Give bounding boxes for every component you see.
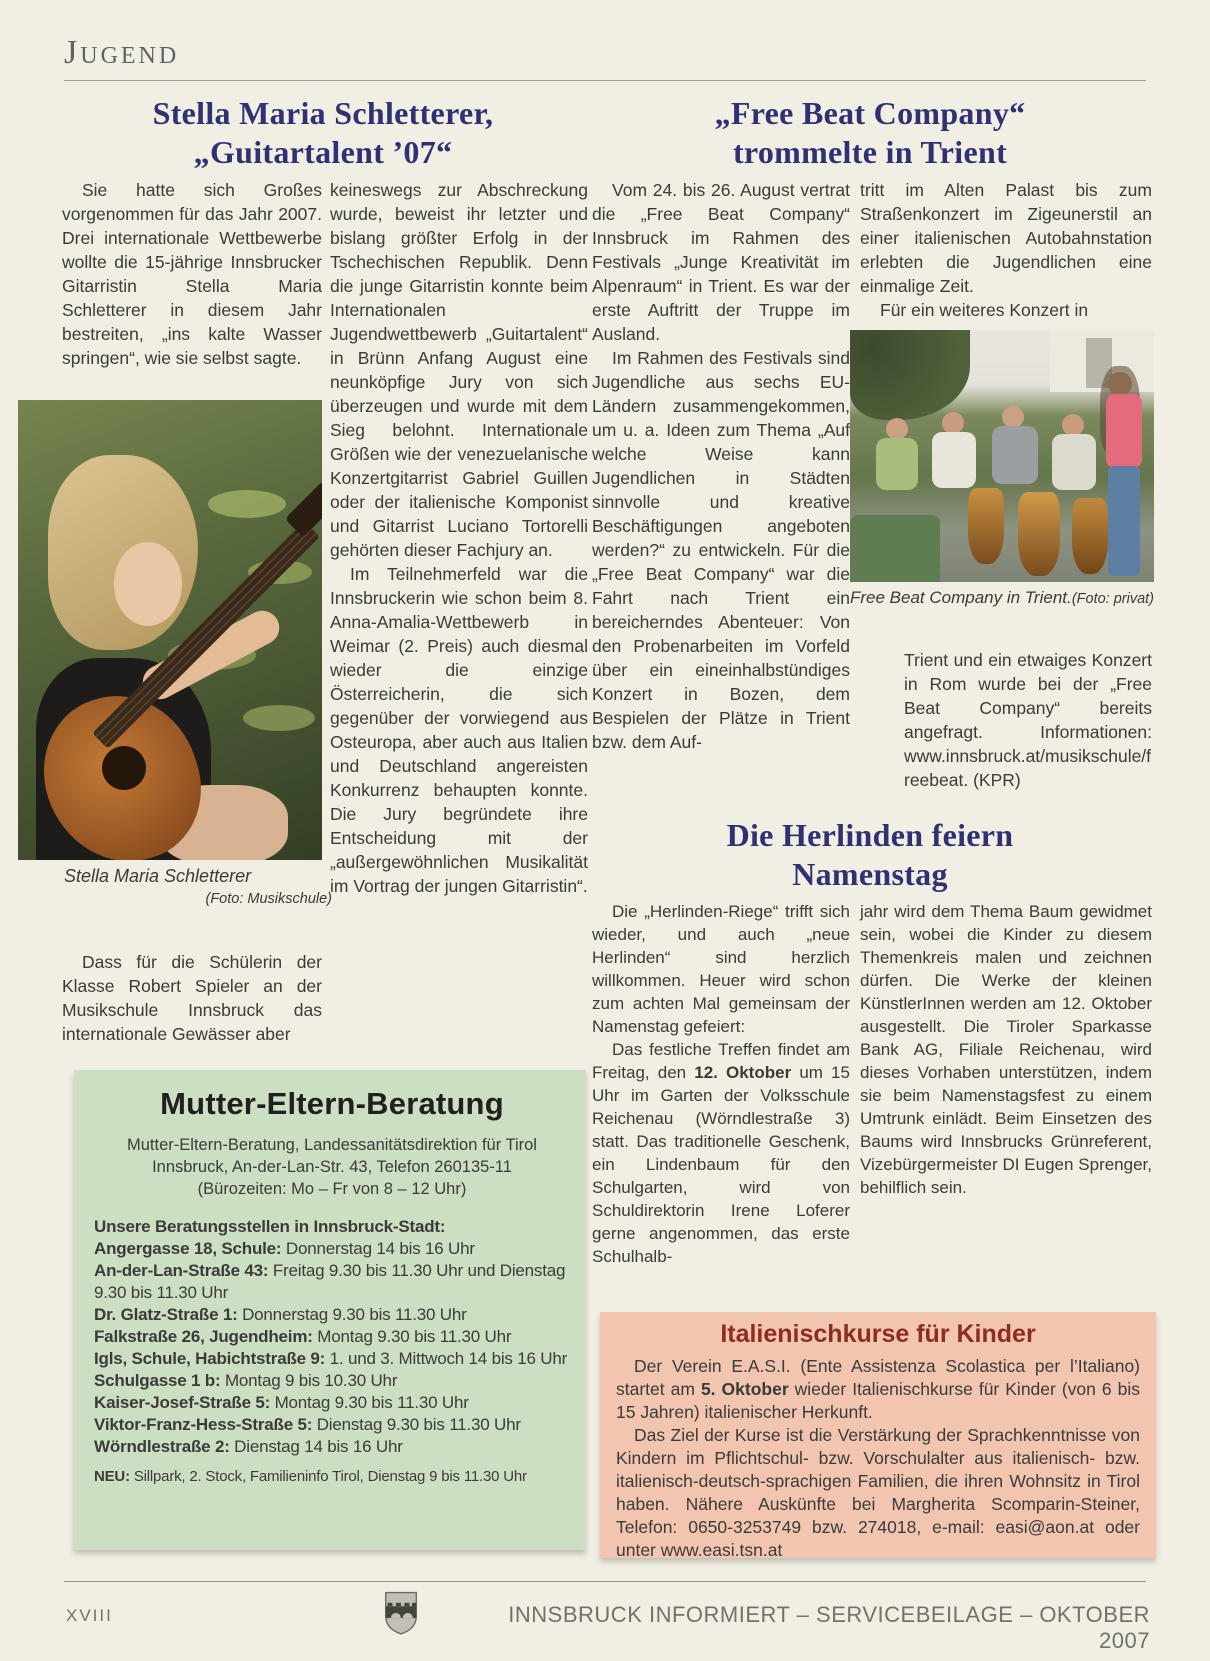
beratung-entry: Schulgasse 1 b: Montag 9 bis 10.30 Uhr	[94, 1371, 398, 1390]
freebeat-column-2b	[904, 648, 1152, 792]
green-box-list-heading: Unsere Beratungsstellen in Innsbruck-Stadt:	[94, 1217, 446, 1236]
freebeat-col2-paragraph3: Trient und ein etwaiges Konzert in Rom wurde bei der „Free Beat Company“ bereits angefragt. Informationen: www.innsbruck.at/musikschule/freebeat. (KPR)	[904, 650, 1152, 790]
stella-caption-block	[64, 866, 332, 907]
freebeat-column-1	[592, 178, 850, 754]
freebeat-caption-block	[850, 588, 1154, 608]
stella-col2-paragraph2: Im Teilnehmerfeld war die Innsbruckerin wie schon beim 8. Anna-Amalia-Wettbewerb in Weimar (2. Preis) auch diesmal wieder die einzige Österreicherin, die sich gegenüber der vorwiegend aus Osteuropa, aber auch aus Italien und Deutschland angereisten Konkurrenz behaupten konnte. Die Jury begründete ihre Entscheidung mit der „außergewöhnlichen Musikalität im Vortrag der jungen Gitarristin“.	[330, 564, 588, 896]
pink-box-paragraph2: Das Ziel der Kurse ist die Verstärkung der Sprachkenntnisse von Kindern im Pflichtschul- bzw. Vorschulalter aus italienisch- bzw. italienisch-deutsch-sprachigen Familien, die ihren Wohnsitz in Tirol haben. Nähere Auskünfte bei Margherita Scomparin-Steiner, Telefon: 0650-3253749 bzw. 274018, e-mail: easi@aon.at oder unter www.easi.tsn.at	[616, 1425, 1140, 1560]
freebeat-col1-paragraph2: Im Rahmen des Festivals sind Jugendliche aus sechs EU-Ländern zusammengekommen, um u. a. Ideen zum Thema „Auf welche Weise kann Jugendlichen in Städten sinnvolle und kreative Beschäftigungen angeboten werden?“ zu entwickeln. Für die „Free Beat Company“ war die Fahrt nach Trient ein bereicherndes Abenteuer: Von den Probenarbeiten im Vorfeld über ein eineinhalbstündiges Konzert in Bozen, dem Bespielen der Plätze in Trient bzw. dem Auf-	[592, 348, 850, 752]
freebeat-col1-paragraph1: Vom 24. bis 26. August vertrat die „Free Beat Company“ Innsbruck im Rahmen des Festivals „Junge Kreativität im Alpenraum“ in Trient. Es war der erste Auftritt der Truppe im Ausland.	[592, 180, 850, 344]
stella-photo-caption: Stella Maria Schletterer	[64, 866, 252, 886]
herlinden-col1-paragraph1: Die „Herlinden-Riege“ trifft sich wieder, und auch „neue Herlinden“ sind herzlich willkommen. Heuer wird schon zum achten Mal gemeinsam der Namenstag gefeiert:	[592, 902, 850, 1036]
green-box-title: Mutter-Eltern-Beratung	[160, 1086, 504, 1121]
innsbruck-crest-logo	[384, 1590, 418, 1636]
beratung-entry: Igls, Schule, Habichtstraße 9: 1. und 3. Mittwoch 14 bis 16 Uhr	[94, 1349, 568, 1368]
herlinden-col1-paragraph2: Das festliche Treffen findet am Freitag, den 12. Oktober um 15 Uhr im Garten der Volksschule Reichenau (Wörndlestraße 3) statt. Das traditionelle Geschenk, ein Lindenbaum für den Schulgarten, wird von Schuldirektorin Irene Loferer gerne angenommen, das erste Schulhalb-	[592, 1040, 850, 1266]
beratung-entry: Viktor-Franz-Hess-Straße 5: Dienstag 9.30 bis 11.30 Uhr	[94, 1415, 521, 1434]
herlinden-title-line1: Die Herlinden feiern	[726, 817, 1014, 853]
footer-imprint: INNSBRUCK INFORMIERT – SERVICEBEILAGE – OKTOBER 2007	[508, 1602, 1150, 1653]
stella-column-1a	[62, 178, 322, 370]
beratung-entry: Dr. Glatz-Straße 1: Donnerstag 9.30 bis 11.30 Uhr	[94, 1305, 467, 1324]
stella-column-1b	[62, 950, 322, 1046]
freebeat-photo	[850, 330, 1154, 582]
stella-col2-paragraph1: keineswegs zur Abschreckung wurde, beweist ihr letzter und bislang größter Erfolg in der Tschechischen Republik. Denn die junge Gitarristin konnte beim Internationalen Jugendwettbewerb „Guitartalent“ in Brünn Anfang August eine neunköpfige Jury von sich überzeugen und wurde mit dem Sieg belohnt. Internationale Größen wie der venezuelanische Konzertgitarrist Gabriel Guillen oder der italienische Komponist und Gitarrist Luciano Tortorelli gehörten dieser Fachjury an.	[330, 180, 588, 560]
stella-title-line1: Stella Maria Schletterer,	[152, 95, 494, 131]
pink-box-body	[616, 1355, 1140, 1562]
pink-box-paragraph1: Der Verein E.A.S.I. (Ente Assistenza Scolastica per l’Italiano) startet am 5. Oktober wieder Italienischkurse für Kinder (von 6 bis 15 Jahren) italienischer Herkunft.	[616, 1356, 1140, 1422]
freebeat-title-line1: „Free Beat Company“	[714, 95, 1026, 131]
freebeat-col2-paragraph2: Für ein weiteres Konzert in	[880, 300, 1089, 320]
stella-photo	[18, 400, 322, 860]
beratung-entry: An-der-Lan-Straße 43: Freitag 9.30 bis 11.30 Uhr und Dienstag 9.30 bis 11.30 Uhr	[94, 1261, 566, 1302]
stella-col1-paragraph: Sie hatte sich Großes vorgenommen für das Jahr 2007. Drei internationale Wettbewerbe wollte die 15-jährige Innsbrucker Gitarristin Stella Maria Schletterer in diesem Jahr bestreiten, „ins kalte Wasser springen“, wie sie selbst sagte.	[62, 180, 322, 368]
green-box-neu-line: NEU: Sillpark, 2. Stock, Familieninfo Tirol, Dienstag 9 bis 11.30 Uhr	[94, 1468, 527, 1485]
beratung-entry: Wörndlestraße 2: Dienstag 14 bis 16 Uhr	[94, 1437, 403, 1456]
article-stella-title	[60, 94, 586, 172]
freebeat-column-2a	[860, 178, 1152, 322]
herlinden-column-2	[860, 900, 1152, 1199]
freebeat-col2-paragraph1: tritt im Alten Palast bis zum Straßenkonzert im Zigeunerstil an einer italienischen Autobahnstation erlebten die Jugendlichen eine einmalige Zeit.	[860, 180, 1152, 296]
herlinden-col2-paragraph1: jahr wird dem Thema Baum gewidmet sein, wobei die Kinder zu diesem Themenkreis malen und zeichnen dürfen. Die Werke der kleinen KünstlerInnen werden am 12. Oktober ausgestellt. Die Tiroler Sparkasse Bank AG, Filiale Reichenau, wird dieses Vorhaben unterstützen, indem sie beim Namenstagsfest zu einem Umtrunk einlädt. Beim Einsetzen des Baums wird Innsbrucks Grünreferent, Vizebürgermeister DI Eugen Sprenger, behilflich sein.	[860, 902, 1152, 1197]
stella-col1-paragraph2: Dass für die Schülerin der Klasse Robert Spieler an der Musikschule Innsbruck das internationale Gewässer aber	[62, 952, 322, 1044]
green-box-list	[94, 1216, 570, 1458]
section-label: Jugend	[64, 34, 180, 71]
stella-photo-credit: (Foto: Musikschule)	[205, 891, 332, 907]
beratung-entry: Falkstraße 26, Jugendheim: Montag 9.30 bis 11.30 Uhr	[94, 1327, 512, 1346]
herlinden-title-line2: Namenstag	[792, 856, 948, 892]
freebeat-title-line2: trommelte in Trient	[732, 134, 1008, 170]
stella-title-line2: „Guitartalent ’07“	[193, 134, 453, 170]
mutter-eltern-beratung-box	[74, 1070, 586, 1550]
article-herlinden-title	[590, 816, 1150, 894]
freebeat-photo-credit: (Foto: privat)	[1071, 591, 1154, 607]
green-box-intro-line2: Innsbruck, An-der-Lan-Str. 43, Telefon 260135-11	[152, 1158, 512, 1176]
pink-box-title: Italienischkurse für Kinder	[720, 1320, 1036, 1348]
header-rule	[64, 80, 1146, 81]
italienischkurse-box	[600, 1312, 1156, 1558]
freebeat-photo-caption: Free Beat Company in Trient.	[850, 588, 1072, 607]
beratung-entry: Angergasse 18, Schule: Donnerstag 14 bis 16 Uhr	[94, 1239, 475, 1258]
green-box-intro-line1: Mutter-Eltern-Beratung, Landessanitätsdirektion für Tirol	[127, 1136, 537, 1154]
stella-column-2	[330, 178, 588, 898]
beratung-entry: Kaiser-Josef-Straße 5: Montag 9.30 bis 11.30 Uhr	[94, 1393, 469, 1412]
footer-page-number: XVIII	[66, 1606, 113, 1625]
green-box-intro	[94, 1134, 570, 1200]
herlinden-column-1	[592, 900, 850, 1268]
green-box-intro-line3: (Bürozeiten: Mo – Fr von 8 – 12 Uhr)	[197, 1180, 467, 1198]
footer-rule	[64, 1581, 1146, 1582]
article-freebeat-title	[590, 94, 1150, 172]
